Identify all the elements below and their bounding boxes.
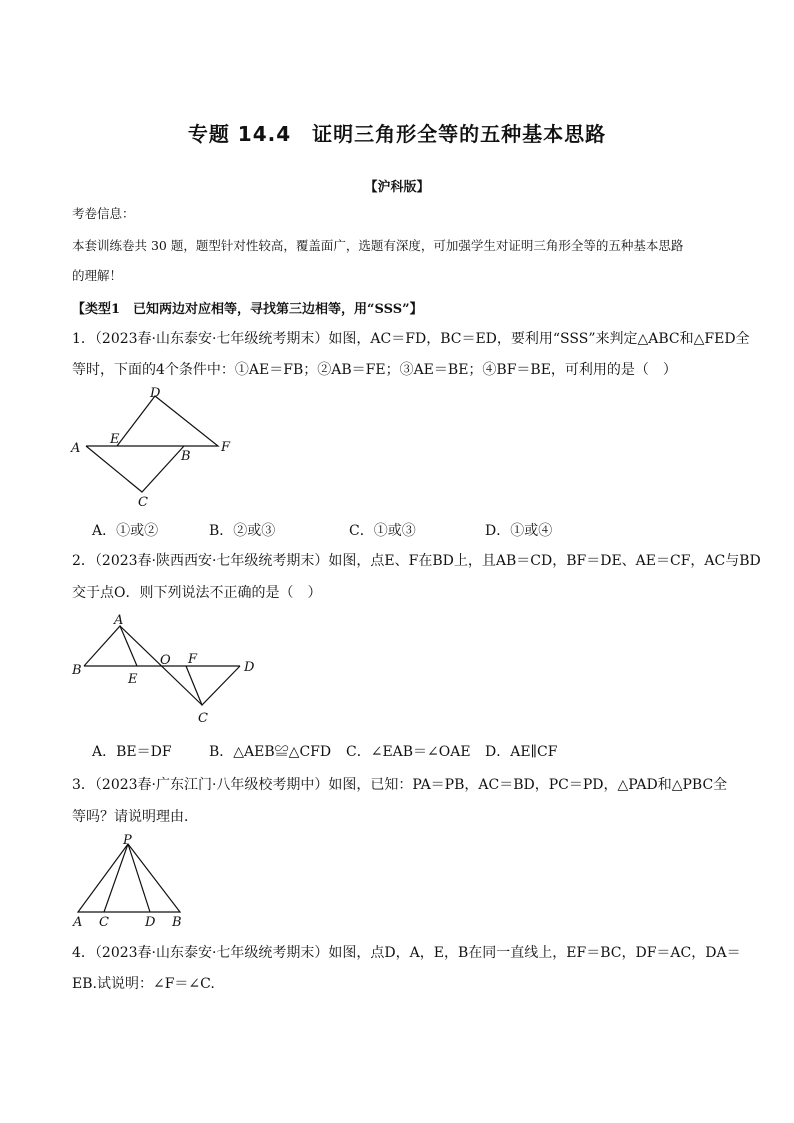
q1-label-e: E <box>110 432 120 447</box>
q3-triangle-pab <box>78 844 180 912</box>
q1-line-1: 1．（2023春·山东泰安·七年级统考期末）如图，AC＝FD，BC＝ED，要利用“SSS”来判定△ABC和△FED全 <box>72 331 750 347</box>
q1-label-f: F <box>221 440 231 455</box>
q1-choice-b[interactable]: B．②或③ <box>209 523 276 539</box>
q3-label-b: B <box>172 915 182 930</box>
q2-figure <box>68 608 268 733</box>
q3-line-2: 等吗？请说明理由． <box>72 809 198 825</box>
q3-line-pd <box>128 844 150 912</box>
intro-line-1: 本套训练卷共 30 题，题型针对性较高，覆盖面广，选题有深度，可加强学生对证明三角形全等的五种基本思路 <box>72 238 684 253</box>
q2-choice-c[interactable]: C．∠EAB＝∠OAE <box>346 744 471 760</box>
q2-label-c: C <box>198 711 208 726</box>
q2-triangle-fcd <box>186 666 240 705</box>
q4-line-2: EB.试说明：∠F＝∠C. <box>72 976 215 992</box>
q3-figure <box>68 832 198 932</box>
q2-line-2: 交于点O．则下列说法不正确的是（ ） <box>72 585 322 601</box>
q2-label-o: O <box>160 653 171 668</box>
q1-label-b: B <box>181 449 191 464</box>
q1-choice-a[interactable]: A．①或② <box>92 523 159 539</box>
q1-line-2: 等时，下面的4个条件中：①AE＝FB；②AB＝FE；③AE＝BE；④BF＝BE，可利用的是（ ） <box>72 362 677 378</box>
q4-line-1: 4．（2023春·山东泰安·七年级统考期末）如图，点D，A，E，B在同一直线上，EF＝BC，DF＝AC，DA＝ <box>72 945 741 961</box>
q2-label-a: A <box>114 613 124 628</box>
section-type-1: 【类型1 已知两边对应相等，寻找第三边相等，用“SSS”】 <box>72 302 423 317</box>
q1-triangle-def <box>86 396 218 446</box>
intro-line-2: 的理解！ <box>72 268 123 283</box>
q1-triangle-acb <box>86 446 184 492</box>
intro-heading: 考卷信息： <box>72 206 135 221</box>
q2-label-d: D <box>244 660 255 675</box>
q2-line-1: 2．（2023春·陕西西安·七年级统考期末）如图，点E、F在BD上，且AB＝CD，BF＝DE、AE＝CF，AC与BD <box>72 553 761 569</box>
q1-label-d: D <box>150 386 161 401</box>
q3-line-1: 3．（2023春·广东江门·八年级校考期中）如图，已知：PA＝PB，AC＝BD，PC＝PD，△PAD和△PBC全 <box>72 777 728 793</box>
q3-label-p: P <box>123 833 132 848</box>
q1-label-a: A <box>71 441 81 456</box>
q1-choice-c[interactable]: C．①或③ <box>349 523 416 539</box>
q2-choice-d[interactable]: D．AE∥CF <box>485 744 558 760</box>
q3-line-pc <box>104 844 128 912</box>
q1-figure <box>68 384 248 514</box>
q2-choice-a[interactable]: A．BE＝DF <box>92 744 172 760</box>
q1-label-c: C <box>138 495 148 510</box>
q2-label-e: E <box>128 672 138 687</box>
q2-choice-b[interactable]: B．△AEB≌△CFD <box>209 744 332 760</box>
page-title: 专题 14.4 证明三角形全等的五种基本思路 <box>187 122 607 146</box>
q3-label-d: D <box>145 915 156 930</box>
edition-label: 【沪科版】 <box>364 180 430 195</box>
q1-choice-d[interactable]: D．①或④ <box>485 523 553 539</box>
q3-label-c: C <box>99 915 109 930</box>
q2-label-b: B <box>72 663 82 678</box>
q2-label-f: F <box>188 652 198 667</box>
q3-label-a: A <box>73 915 83 930</box>
q2-triangle-abe <box>84 626 137 666</box>
